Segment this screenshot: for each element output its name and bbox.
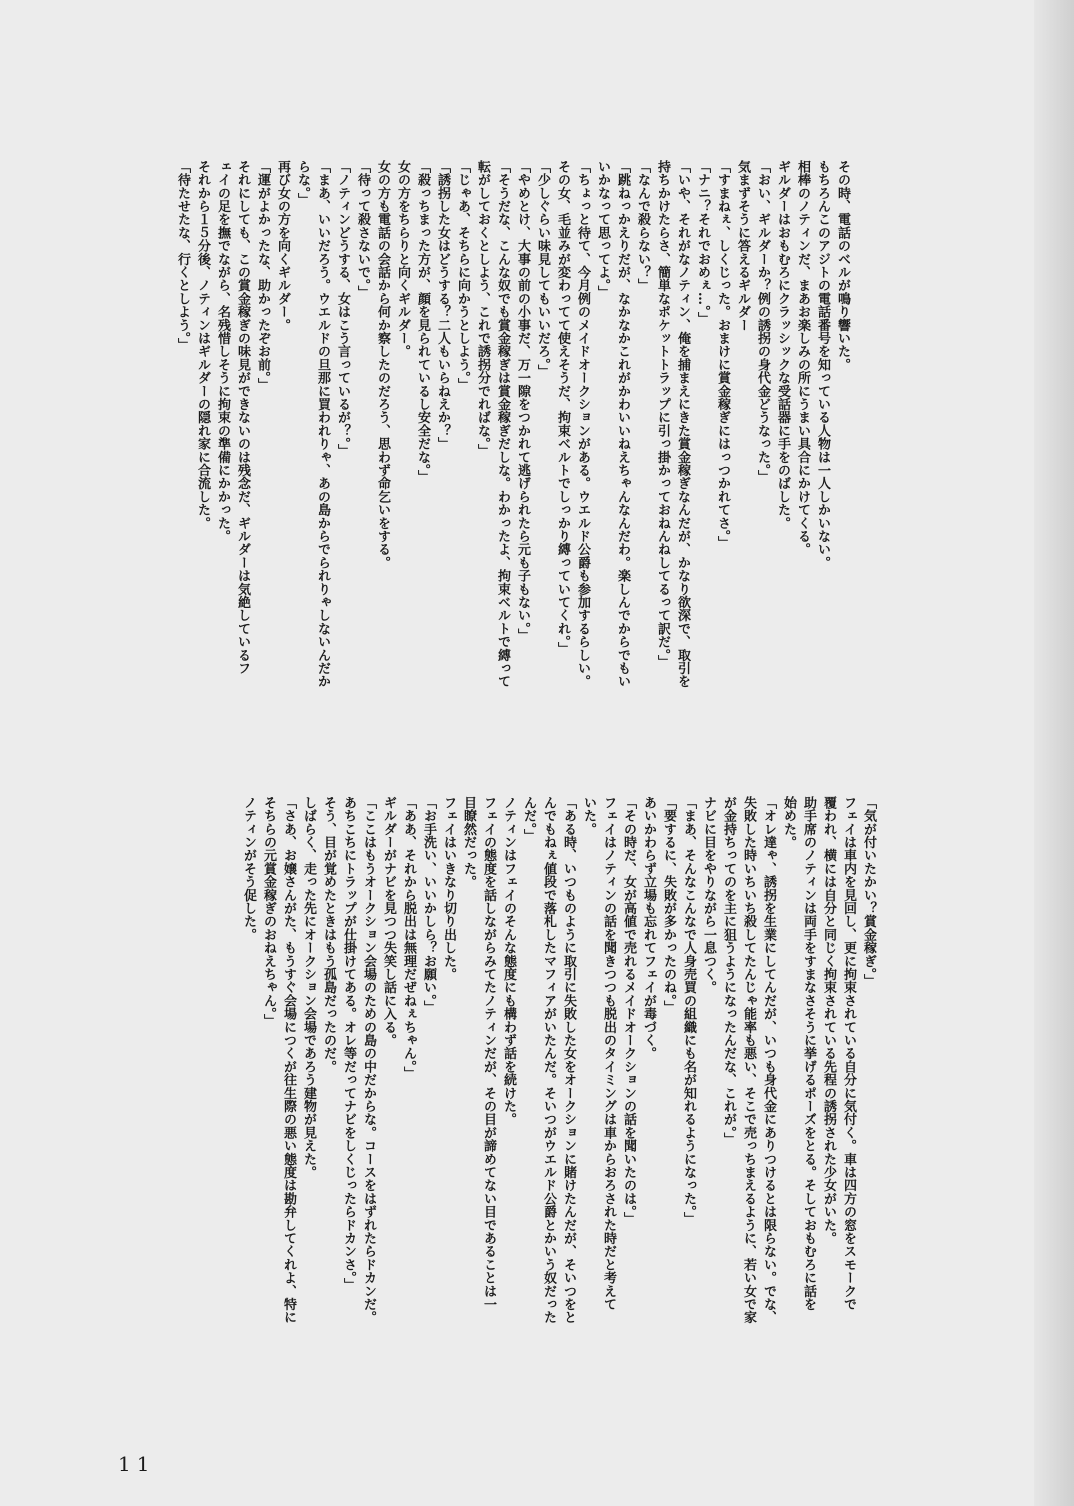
text-line: そちらの元賞金稼ぎのおねえちゃん。」 bbox=[261, 796, 276, 1028]
text-line: 「すまねぇ、しくじった。おまけに賞金稼ぎにはっつかれてさ。」 bbox=[715, 160, 730, 550]
text-line: 「ノティンどうする、女はこう言っているが？。」 bbox=[335, 160, 350, 458]
text-line: 「おい、ギルダーか？例の誘拐の身代金どうなった。」 bbox=[755, 160, 770, 484]
text-line: あいかわらず立場も忘れてフェイが毒づく。 bbox=[641, 796, 656, 1060]
text-line: 「ここはもうオークション会場のための島の中だからな。コースをはずれたらドカンだ。 bbox=[361, 796, 376, 1324]
text-line: 覆われ、横には自分と同じく拘束されている先程の誘拐された少女がいた。 bbox=[821, 796, 836, 1245]
text-line: 「待って殺さないで。」 bbox=[355, 160, 370, 299]
text-line: 「オレ達ゃ、誘拐を生業にしてんだが、いつも身代金にありつけるとは限らない。でな、 bbox=[761, 796, 776, 1324]
text-line: ナビに目をやりながら一息つく。 bbox=[701, 796, 716, 994]
text-line: 持ちかけたらさ、簡単なポケットトラップに引っ掛かっておねんねしてるって訳だ。」 bbox=[655, 160, 670, 669]
text-line: 「そうだな、こんな奴でも賞金稼ぎは賞金稼ぎだしな。わかったよ、拘束ベルトで縛って bbox=[495, 160, 510, 688]
text-line: いた。 bbox=[581, 796, 596, 836]
text-line: 「やめとけ、大事の前の小事だ、万一隙をつかれて逃げられたら元も子もない。」 bbox=[515, 160, 530, 642]
text-line: 「いや、それがなノティン、俺を捕まえにきた賞金稼ぎなんだが、かなり欲深で、取引を bbox=[675, 160, 690, 688]
text-line: フェイはノティンの話を聞きつつも脱出のタイミングは車からおろされた時だと考えて bbox=[601, 796, 616, 1311]
text-line: 助手席のノティンは両手をすまなさそうに挙げるポーズをとる。そしておもむろに話を bbox=[801, 796, 816, 1311]
text-line: ノティンがそう促した。 bbox=[241, 796, 256, 942]
text-line: 「誘拐した女はどうする？二人もいらねえか？」 bbox=[435, 160, 450, 451]
text-line: フェイは車内を見回し、更に拘束されている自分に気付く。車は四方の窓をスモークで bbox=[841, 796, 856, 1311]
text-line: 相棒のノティンだ、まあお楽しみの所にうまい具合にかけてくる。 bbox=[795, 160, 810, 556]
text-line: 「跳ねっかえりだが、なかなかこれがかわいいねえちゃんなんだわ。楽しんでからでもい bbox=[615, 160, 630, 688]
text-line: 気まずそうに答えるギルダー bbox=[735, 160, 750, 332]
text-line: ギルダーがナビを見つつ失笑し話に入る。 bbox=[381, 796, 396, 1047]
text-line: んだ。」 bbox=[521, 796, 536, 843]
text-line: 「運がよかったな、助かったぞお前。」 bbox=[255, 160, 270, 392]
text-line: 再び女の方を向くギルダー。 bbox=[275, 160, 290, 332]
text-line: 「じゃあ、そちらに向かうとしよう。」 bbox=[455, 160, 470, 392]
text-line: 「お手洗い、いいかしら？お願い。」 bbox=[421, 796, 436, 1014]
text-line: 「まあ、いいだろう。ウエルドの旦那に買われりゃ、あの島からでられりゃしないんだか bbox=[315, 160, 330, 688]
page-number: 11 bbox=[118, 1452, 156, 1476]
text-line: 「気が付いたかい？賞金稼ぎ。」 bbox=[861, 796, 876, 988]
text-line: それから１５分後、ノティンはギルダーの隠れ家に合流した。 bbox=[195, 160, 210, 530]
text-line: それにしても、この賞金稼ぎの味見ができないのは残念だ、ギルダーは気絶しているフ bbox=[235, 160, 250, 675]
text-line: 「ああ、それから脱出は無理だぜねぇちゃん。」 bbox=[401, 796, 416, 1080]
page-edge-shadow bbox=[1034, 0, 1074, 1506]
text-line: 失敗した時いちいち殺してたんじゃ能率も悪い、そこで売っちまえるように、若い女で家 bbox=[741, 796, 756, 1324]
text-line: 女の方をちらりと向くギルダー。 bbox=[395, 160, 410, 358]
text-line: 「ある時、いつものように取引に失敗した女をオークションに賭けたんだが、そいつをと bbox=[561, 796, 576, 1324]
text-line: らな。」 bbox=[295, 160, 310, 207]
text-line: が金持ちってのを主に狙うようになったんだな、これが。」 bbox=[721, 796, 736, 1146]
text-line: そう、目が覚めたときはもう孤島だったのだ。 bbox=[321, 796, 336, 1074]
text-line: もちろんこのアジトの電話番号を知っている人物は一人しかいない。 bbox=[815, 160, 830, 570]
text-line: 「少しぐらい味見してもいいだろ。」 bbox=[535, 160, 550, 378]
text-line: しばらく、走った先にオークション会場であろう建物が見えた。 bbox=[301, 796, 316, 1179]
text-block-top bbox=[172, 160, 852, 700]
text-line: 「要するに、失敗が多かったのね。」 bbox=[661, 796, 676, 1014]
text-line: 転がしておくとしよう、これで誘拐分でればな。」 bbox=[475, 160, 490, 458]
text-line: 目瞭然だった。 bbox=[461, 796, 476, 889]
text-line: ノティンはフェイのそんな態度にも構わず話を続けた。 bbox=[501, 796, 516, 1126]
text-line: その女、毛並みが変わってて使えそうだ、拘束ベルトでしっかり縛っていてくれ。」 bbox=[555, 160, 570, 656]
text-line: 「さあ、お嬢さんがた、もうすぐ会場につくが往生際の悪い態度は勘弁してくれよ、特に bbox=[281, 796, 296, 1324]
text-block-bottom bbox=[238, 796, 878, 1356]
text-line: ギルダーはおもむろにクラッシックな受話器に手をのばした。 bbox=[775, 160, 790, 530]
text-line: 「なんで殺らない？」 bbox=[635, 160, 650, 292]
text-line: 「ちょっと待て、今月例のメイドオークションがある。ウエルド公爵も参加するらしい。 bbox=[575, 160, 590, 688]
text-line: フェイの態度を話しながらみてたノティンだが、その目が諦めてない目であることは一 bbox=[481, 796, 496, 1311]
text-line: フェイはいきなり切り出した。 bbox=[441, 796, 456, 981]
text-line: 「まあ、そんなこんなで人身売買の組織にも名が知れるようになった。」 bbox=[681, 796, 696, 1226]
text-line: 女の方も電話の会話から何か察したのだろう、思わず命乞いをする。 bbox=[375, 160, 390, 570]
text-line: ェイの足を撫でながら、名残惜しそうに拘束の準備にかかった。 bbox=[215, 160, 230, 543]
text-line: んでもねぇ値段で落札したマフィアがいたんだ。そいつがウエルド公爵とかいう奴だった bbox=[541, 796, 556, 1324]
text-line: 始めた。 bbox=[781, 796, 796, 849]
text-line: その時、電話のベルが鳴り響いた。 bbox=[835, 160, 850, 372]
text-line: 「ナニ？それでおめぇ…。」 bbox=[695, 160, 710, 326]
text-line: 「待たせたな、行くとしよう。」 bbox=[175, 160, 190, 352]
text-line: あちこちにトラップが仕掛けてある。オレ等だってナビをしくじったらドカンさ。」 bbox=[341, 796, 356, 1292]
text-line: いかなって思ってよ。」 bbox=[595, 160, 610, 299]
text-line: 「殺っちまった方が、顔を見られているし安全だな。」 bbox=[415, 160, 430, 484]
text-line: 「その時だ、女が高値で売れるメイドオークションの話を聞いたのは。」 bbox=[621, 796, 636, 1226]
